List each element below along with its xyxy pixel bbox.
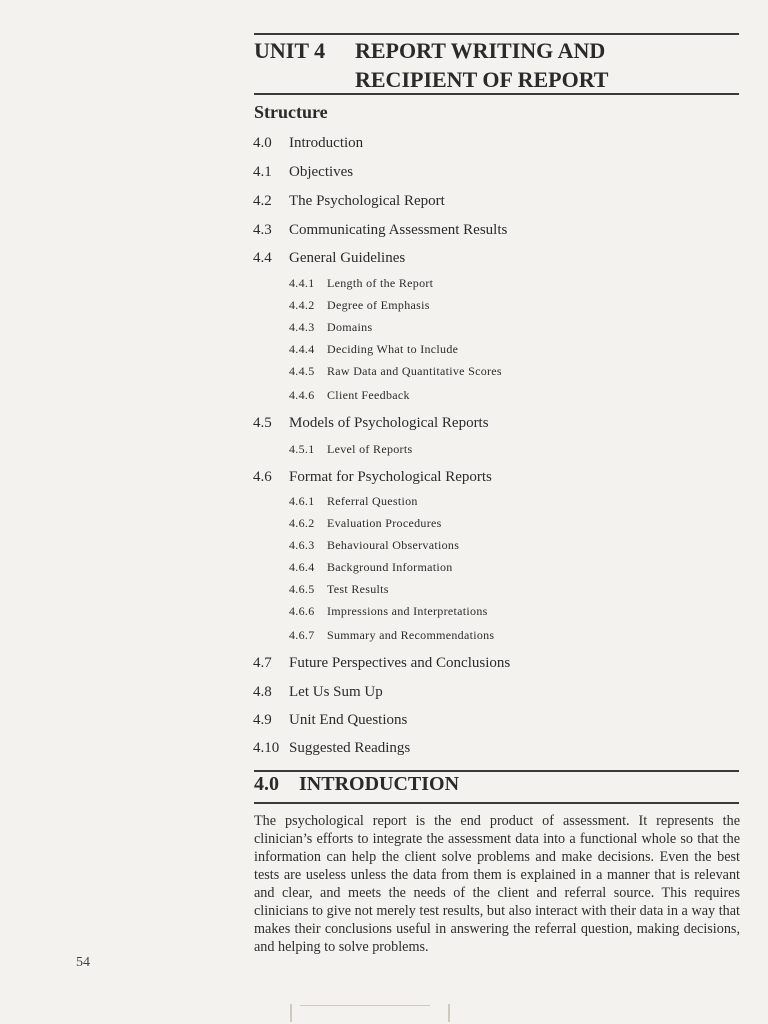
toc-number: 4.7 (253, 655, 272, 671)
toc-number: 4.8 (253, 684, 272, 700)
toc-title: Format for Psychological Reports (289, 469, 492, 485)
unit-title-line1: REPORT WRITING AND (355, 38, 606, 63)
toc-title: Test Results (327, 582, 389, 596)
structure-heading: Structure (254, 102, 328, 122)
toc-number: 4.5 (253, 415, 272, 431)
introduction-paragraph: The psychological report is the end product of assessment. It represents the clinician’s efforts to integrate the assessment data into a functional whole so that the information can help the client solve problems and make decisions. Even the best tests are useless unless the data from them is explained in a manner that is relevant and clear, and meets the needs of the client and referral source. This requires clinicians to give not merely test results, but also interact with their data in a way that makes their conclusions useful in answering the referral question, making decisions, and helping to solve problems. (254, 813, 740, 955)
toc-title: The Psychological Report (289, 193, 445, 209)
scan-mark (300, 1005, 430, 1006)
toc-title: Models of Psychological Reports (289, 415, 489, 431)
toc-title: Deciding What to Include (327, 342, 459, 356)
toc-number: 4.4.5 (289, 364, 315, 378)
toc-number: 4.6.2 (289, 516, 315, 530)
unit-title-line2: RECIPIENT OF REPORT (355, 67, 609, 92)
toc-title: Communicating Assessment Results (289, 222, 508, 238)
toc-number: 4.1 (253, 164, 272, 180)
toc-number: 4.6.1 (289, 494, 315, 508)
toc-title: Degree of Emphasis (327, 298, 430, 312)
unit-number: UNIT 4 (254, 38, 326, 63)
toc-title: Background Information (327, 560, 453, 574)
toc-title: Objectives (289, 164, 354, 180)
toc-number: 4.9 (253, 712, 272, 728)
toc-title: Suggested Readings (289, 740, 411, 756)
toc-title: Behavioural Observations (327, 538, 460, 552)
toc-number: 4.6.7 (289, 628, 315, 642)
toc-title: Evaluation Procedures (327, 516, 442, 530)
toc-number: 4.4.1 (289, 276, 315, 290)
toc-number: 4.0 (253, 135, 272, 151)
page-number: 54 (76, 955, 90, 970)
toc-title: Impressions and Interpretations (327, 604, 488, 618)
heading-rule (254, 93, 739, 95)
toc-number: 4.4.2 (289, 298, 315, 312)
toc-title: Future Perspectives and Conclusions (289, 655, 511, 671)
toc-title: Introduction (289, 135, 364, 151)
toc-number: 4.10 (253, 740, 280, 756)
top-rule (254, 33, 739, 35)
toc-number: 4.6.4 (289, 560, 315, 574)
scan-mark (448, 1004, 450, 1022)
toc-number: 4.3 (253, 222, 272, 238)
toc-title: Raw Data and Quantitative Scores (327, 364, 502, 378)
toc-title: Let Us Sum Up (289, 684, 383, 700)
toc-number: 4.4 (253, 250, 272, 266)
toc-number: 4.6.5 (289, 582, 315, 596)
toc-title: Summary and Recommendations (327, 628, 495, 642)
toc-number: 4.6 (253, 469, 272, 485)
toc-number: 4.4.3 (289, 320, 315, 334)
toc-number: 4.6.6 (289, 604, 315, 618)
toc-number: 4.6.3 (289, 538, 315, 552)
toc-number: 4.4.6 (289, 388, 315, 402)
toc-title: Domains (327, 320, 373, 334)
toc-title: Client Feedback (327, 388, 410, 402)
introduction-number: 4.0 (254, 773, 279, 795)
toc-number: 4.4.4 (289, 342, 315, 356)
toc-title: Unit End Questions (289, 712, 408, 728)
toc-title: Level of Reports (327, 442, 413, 456)
intro-top-rule (254, 770, 739, 772)
toc-title: Referral Question (327, 494, 418, 508)
intro-bottom-rule (254, 802, 739, 804)
toc-title: General Guidelines (289, 250, 406, 266)
scan-mark (290, 1004, 292, 1022)
toc-number: 4.5.1 (289, 442, 315, 456)
introduction-title: INTRODUCTION (299, 773, 460, 795)
toc-number: 4.2 (253, 193, 272, 209)
toc-title: Length of the Report (327, 276, 434, 290)
